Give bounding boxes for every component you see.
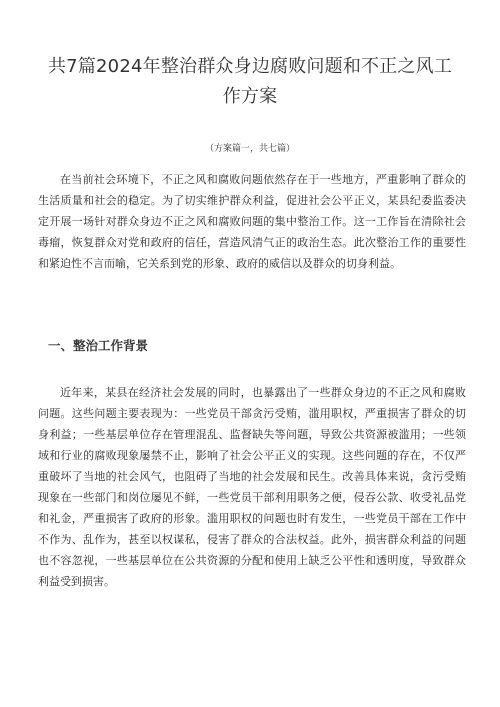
document-title: 共7篇2024年整治群众身边腐败问题和不正之风工作方案	[47, 56, 453, 108]
document-subtitle: （方案篇一，共七篇）	[204, 144, 295, 154]
section-heading-background: 一、整治工作背景	[48, 338, 149, 354]
intro-paragraph: 在当前社会环境下，不正之风和腐败问题依然存在于一些地方，严重影响了群众的生活质量和社会的稳定。为了切实维护群众利益，促进社会公平正义，某县纪委监委决定开展一场针对群众身边不正之风和腐败问题的集中整治工作。这一工作旨在清除社会毒瘤，恢复群众对党和政府的信任，营造风清气正的政治生态。此次整治工作的重要性和紧迫性不言而喻，它关系到党的形象、政府的威信以及群众的切身利益。	[38, 173, 466, 270]
section-paragraph-background: 近年来，某县在经济社会发展的同时，也暴露出了一些群众身边的不正之风和腐败问题。这些问题主要表现为：一些党员干部贪污受贿，滥用职权，严重损害了群众的切身利益；一些基层单位存在管理混乱、监督缺失等问题，导致公共资源被滥用；一些领域和行业的腐败现象屡禁不止，影响了社会公平正义的实现。这些问题的存在，不仅严重破坏了当地的社会风气，也阻碍了当地的社会发展和民生。改善具体来说，贪污受贿现象在一些部门和岗位屡见不鲜，一些党员干部利用职务之便，侵吞公款、收受礼品党和礼金，严重损害了政府的形象。滥用职权的问题也时有发生，一些党员干部在工作中不作为、乱作为，甚至以权谋私，侵害了群众的合法权益。此外，损害群众利益的问题也不容忽视，一些基层单位在公共资源的分配和使用上缺乏公平性和透明度，导致群众利益受到损害。	[38, 386, 466, 588]
